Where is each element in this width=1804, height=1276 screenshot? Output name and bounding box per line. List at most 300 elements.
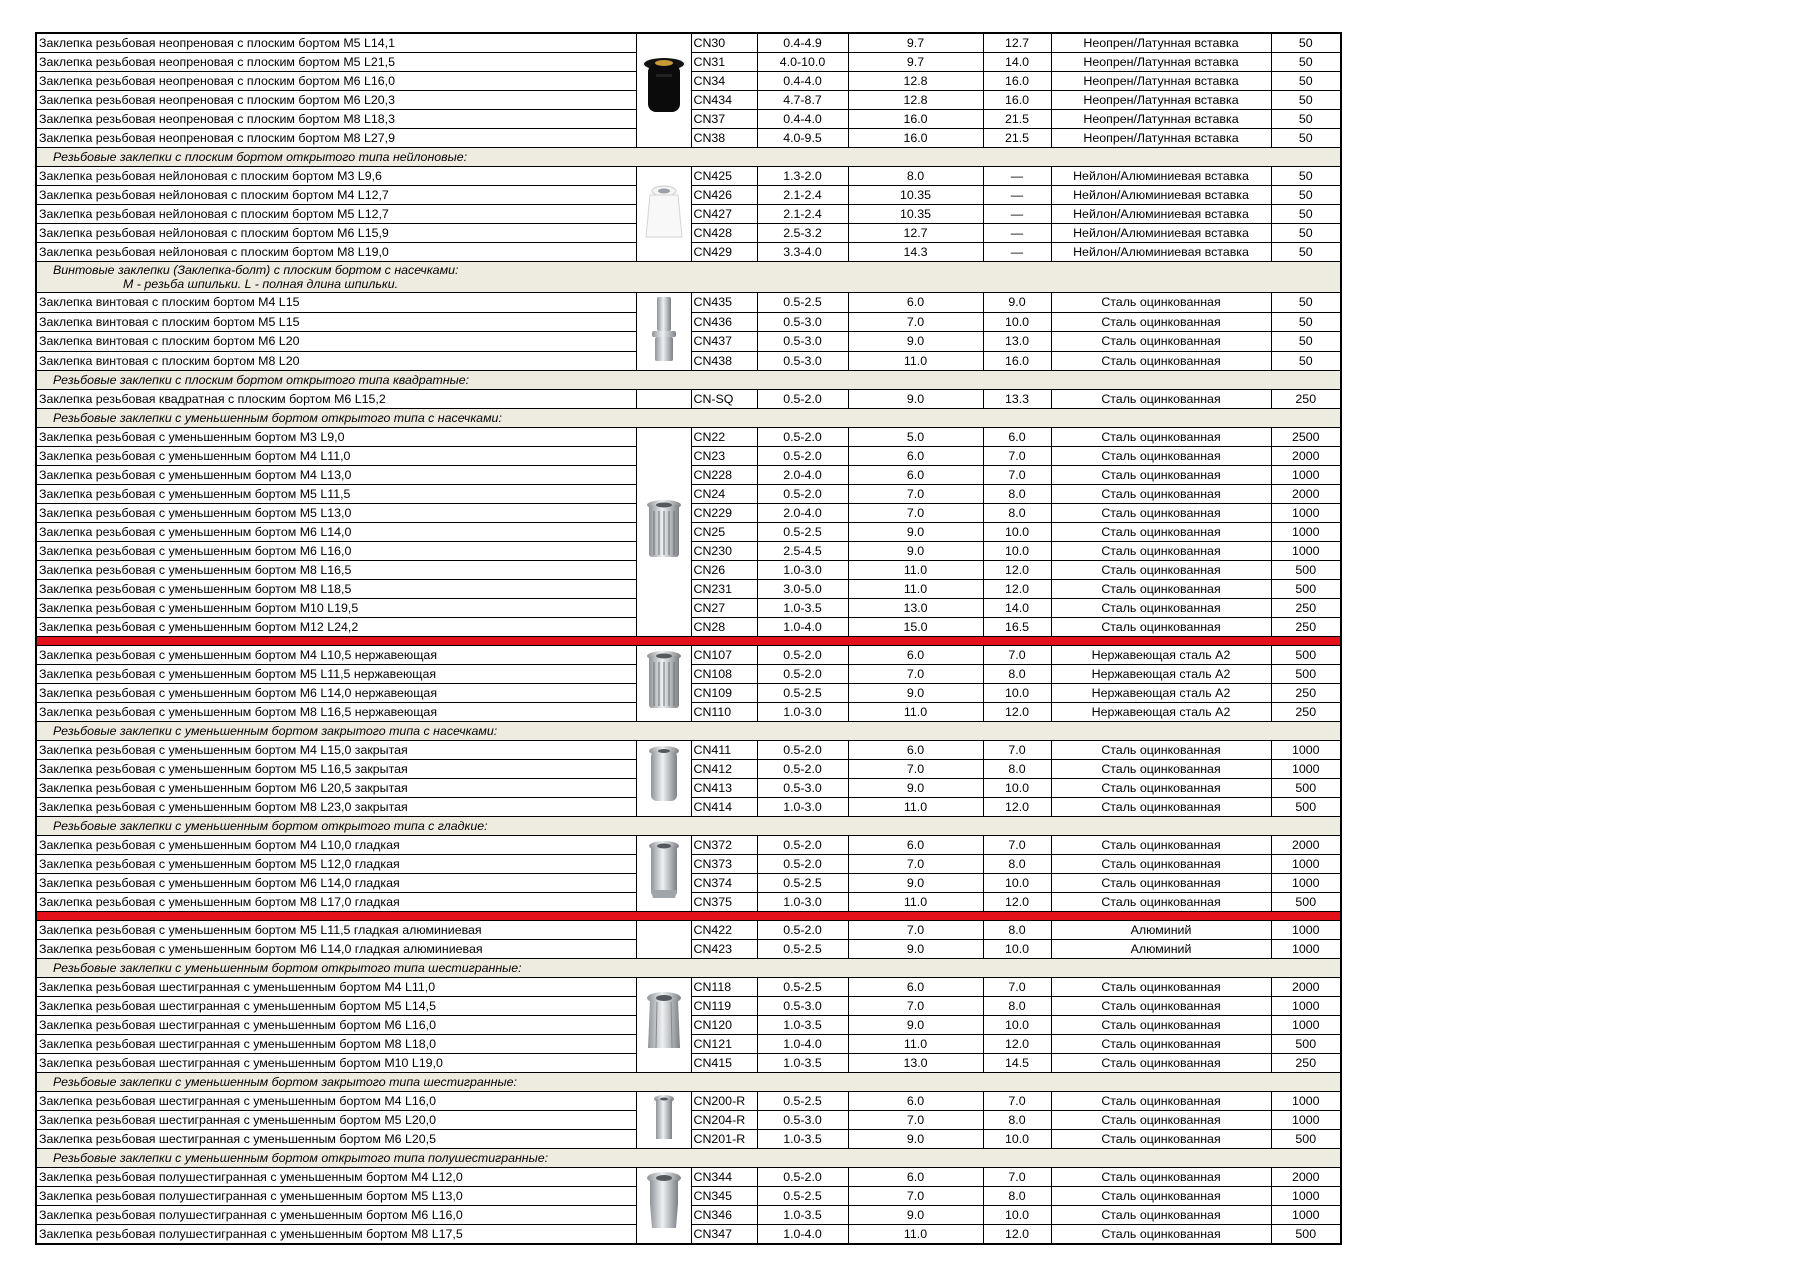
cell-diameter: 6.0: [848, 1092, 983, 1111]
cell-code: CN34: [691, 72, 757, 91]
section-title: [36, 1149, 1341, 1168]
cell-code: CN425: [691, 167, 757, 186]
cell-pack: 1000: [1271, 523, 1341, 542]
cell-pack: 1000: [1271, 921, 1341, 940]
cell-flange: 7.0: [983, 466, 1051, 485]
cell-code: CN38: [691, 129, 757, 148]
cell-code: CN423: [691, 940, 757, 959]
cell-material: Сталь оцинкованная: [1051, 1206, 1271, 1225]
product-image-cell: [636, 1168, 691, 1245]
cell-flange: 7.0: [983, 978, 1051, 997]
cell-thickness: 0.5-3.0: [757, 997, 848, 1016]
cell-flange: 7.0: [983, 447, 1051, 466]
cell-name: Заклепка резьбовая с уменьшенным бортом М10 L19,5: [36, 599, 636, 618]
cell-pack: 1000: [1271, 1092, 1341, 1111]
cell-name: Заклепка винтовая с плоским бортом М6 L20: [36, 332, 636, 352]
cell-name: Заклепка резьбовая с уменьшенным бортом М5 L16,5 закрытая: [36, 760, 636, 779]
cell-pack: 50: [1271, 332, 1341, 352]
stud-rivet-icon: [642, 293, 686, 370]
cell-code: CN414: [691, 798, 757, 817]
cell-material: Сталь оцинкованная: [1051, 504, 1271, 523]
cell-name: Заклепка резьбовая с уменьшенным бортом М5 L11,5 гладкая алюминиевая: [36, 921, 636, 940]
section-title: [36, 262, 1341, 293]
cell-thickness: 2.5-3.2: [757, 224, 848, 243]
cell-thickness: 0.4-4.0: [757, 110, 848, 129]
cell-code: CN374: [691, 874, 757, 893]
cell-flange: —: [983, 186, 1051, 205]
cell-name: Заклепка резьбовая с уменьшенным бортом М5 L12,0 гладкая: [36, 855, 636, 874]
cell-name: Заклепка резьбовая с уменьшенным бортом М6 L14,0 гладкая: [36, 874, 636, 893]
cell-flange: 12.0: [983, 703, 1051, 722]
cell-material: Сталь оцинкованная: [1051, 523, 1271, 542]
cell-name: Заклепка резьбовая шестигранная с уменьшенным бортом М4 L16,0: [36, 1092, 636, 1111]
cell-name: Заклепка резьбовая с уменьшенным бортом М8 L23,0 закрытая: [36, 798, 636, 817]
cell-material: Неопрен/Латунная вставка: [1051, 33, 1271, 53]
cell-flange: 12.0: [983, 580, 1051, 599]
cell-name: Заклепка резьбовая шестигранная с уменьшенным бортом М6 L16,0: [36, 1016, 636, 1035]
section-header: [36, 262, 1341, 293]
cell-pack: 50: [1271, 129, 1341, 148]
cell-pack: 500: [1271, 580, 1341, 599]
cell-pack: 1000: [1271, 940, 1341, 959]
cell-material: Сталь оцинкованная: [1051, 741, 1271, 760]
cell-name: Заклепка резьбовая нейлоновая с плоским бортом М5 L12,7: [36, 205, 636, 224]
cell-code: CN437: [691, 332, 757, 352]
cell-pack: 2000: [1271, 485, 1341, 504]
cell-diameter: 15.0: [848, 618, 983, 637]
cell-diameter: 6.0: [848, 1168, 983, 1187]
product-image-cell: [636, 836, 691, 912]
cell-pack: 50: [1271, 91, 1341, 110]
cell-material: Нейлон/Алюминиевая вставка: [1051, 243, 1271, 262]
cell-diameter: 9.0: [848, 332, 983, 352]
cell-thickness: 0.5-2.0: [757, 485, 848, 504]
cell-code: CN231: [691, 580, 757, 599]
cell-diameter: 11.0: [848, 893, 983, 912]
cell-material: Нержавеющая сталь А2: [1051, 703, 1271, 722]
section-header: [36, 817, 1341, 836]
cell-diameter: 9.0: [848, 1206, 983, 1225]
cell-code: CN428: [691, 224, 757, 243]
stainless-rivet-icon: [642, 648, 686, 719]
cell-diameter: 16.0: [848, 129, 983, 148]
section-title-text: Резьбовые заклепки с уменьшенным бортом закрытого типа с насечками:: [53, 724, 498, 738]
cell-flange: 10.0: [983, 542, 1051, 561]
cell-name: Заклепка винтовая с плоским бортом М4 L15: [36, 293, 636, 313]
cell-flange: —: [983, 224, 1051, 243]
cell-diameter: 12.7: [848, 224, 983, 243]
cell-flange: 8.0: [983, 665, 1051, 684]
cell-code: CN229: [691, 504, 757, 523]
cell-thickness: 0.5-3.0: [757, 332, 848, 352]
cell-pack: 50: [1271, 72, 1341, 91]
cell-code: CN31: [691, 53, 757, 72]
cell-code: CN28: [691, 618, 757, 637]
cell-diameter: 11.0: [848, 1035, 983, 1054]
cell-pack: 1000: [1271, 466, 1341, 485]
cell-thickness: 0.4-4.9: [757, 33, 848, 53]
cell-diameter: 6.0: [848, 447, 983, 466]
cell-material: Сталь оцинкованная: [1051, 1111, 1271, 1130]
cell-flange: —: [983, 205, 1051, 224]
cell-material: Нержавеющая сталь А2: [1051, 646, 1271, 665]
cell-flange: 7.0: [983, 1168, 1051, 1187]
cell-code: CN25: [691, 523, 757, 542]
cell-code: CN201-R: [691, 1130, 757, 1149]
cell-thickness: 0.5-2.5: [757, 1187, 848, 1206]
cell-code: CN119: [691, 997, 757, 1016]
table-row: [36, 293, 1341, 313]
cell-thickness: 0.5-3.0: [757, 779, 848, 798]
cell-code: CN26: [691, 561, 757, 580]
cell-pack: 1000: [1271, 741, 1341, 760]
cell-diameter: 7.0: [848, 665, 983, 684]
closed-hex-rivet-icon: [649, 1093, 679, 1148]
cell-material: Сталь оцинкованная: [1051, 836, 1271, 855]
nylon-rivet-icon: [642, 181, 686, 248]
cell-flange: 12.0: [983, 1035, 1051, 1054]
section-header: [36, 1073, 1341, 1092]
cell-flange: 10.0: [983, 1130, 1051, 1149]
cell-diameter: 6.0: [848, 646, 983, 665]
cell-flange: 16.0: [983, 351, 1051, 371]
neoprene-rivet-icon: [642, 56, 686, 125]
cell-thickness: 2.0-4.0: [757, 504, 848, 523]
cell-name: Заклепка резьбовая с уменьшенным бортом М5 L11,5 нержавеющая: [36, 665, 636, 684]
cell-pack: 1000: [1271, 855, 1341, 874]
cell-pack: 1000: [1271, 1111, 1341, 1130]
cell-diameter: 9.7: [848, 33, 983, 53]
cell-diameter: 7.0: [848, 855, 983, 874]
red-divider-bar: [36, 637, 1341, 646]
cell-thickness: 0.5-2.5: [757, 978, 848, 997]
section-title-text: Резьбовые заклепки с плоским бортом открытого типа нейлоновые:: [53, 150, 468, 164]
cell-code: CN23: [691, 447, 757, 466]
cell-thickness: 1.0-3.5: [757, 1130, 848, 1149]
cell-material: Сталь оцинкованная: [1051, 351, 1271, 371]
cell-diameter: 13.0: [848, 599, 983, 618]
red-divider: [36, 637, 1341, 646]
cell-diameter: 6.0: [848, 836, 983, 855]
cell-code: CN109: [691, 684, 757, 703]
cell-name: Заклепка резьбовая с уменьшенным бортом М6 L20,5 закрытая: [36, 779, 636, 798]
cell-thickness: 0.5-2.0: [757, 428, 848, 447]
cell-name: Заклепка резьбовая шестигранная с уменьшенным бортом М5 L14,5: [36, 997, 636, 1016]
cell-material: Сталь оцинкованная: [1051, 447, 1271, 466]
cell-name: Заклепка резьбовая нейлоновая с плоским бортом М3 L9,6: [36, 167, 636, 186]
cell-material: Нейлон/Алюминиевая вставка: [1051, 186, 1271, 205]
cell-material: Сталь оцинкованная: [1051, 332, 1271, 352]
cell-code: CN347: [691, 1225, 757, 1245]
cell-diameter: 7.0: [848, 485, 983, 504]
cell-code: CN24: [691, 485, 757, 504]
cell-flange: 6.0: [983, 428, 1051, 447]
cell-diameter: 11.0: [848, 798, 983, 817]
cell-thickness: 1.0-3.0: [757, 561, 848, 580]
cell-thickness: 1.3-2.0: [757, 167, 848, 186]
cell-flange: 9.0: [983, 293, 1051, 313]
cell-name: Заклепка резьбовая неопреновая с плоским бортом М8 L27,9: [36, 129, 636, 148]
section-title: [36, 1073, 1341, 1092]
cell-thickness: 0.5-2.0: [757, 447, 848, 466]
cell-pack: 50: [1271, 53, 1341, 72]
cell-diameter: 7.0: [848, 921, 983, 940]
cell-pack: 50: [1271, 293, 1341, 313]
cell-code: CN415: [691, 1054, 757, 1073]
hex-rivet-icon: [642, 990, 686, 1061]
cell-pack: 250: [1271, 684, 1341, 703]
cell-material: Сталь оцинкованная: [1051, 618, 1271, 637]
cell-name: Заклепка резьбовая с уменьшенным бортом М8 L16,5 нержавеющая: [36, 703, 636, 722]
cell-thickness: 0.5-3.0: [757, 351, 848, 371]
cell-code: CN200-R: [691, 1092, 757, 1111]
cell-thickness: 0.5-2.0: [757, 836, 848, 855]
cell-pack: 1000: [1271, 1187, 1341, 1206]
cell-thickness: 3.0-5.0: [757, 580, 848, 599]
table-row: [36, 1092, 1341, 1111]
cell-flange: 8.0: [983, 504, 1051, 523]
product-image-cell: [636, 33, 691, 148]
cell-diameter: 11.0: [848, 580, 983, 599]
cell-pack: 250: [1271, 618, 1341, 637]
cell-flange: 7.0: [983, 741, 1051, 760]
table-row: [36, 646, 1341, 665]
cell-code: CN344: [691, 1168, 757, 1187]
cell-material: Сталь оцинкованная: [1051, 1092, 1271, 1111]
red-divider: [36, 912, 1341, 921]
cell-name: Заклепка резьбовая шестигранная с уменьшенным бортом М5 L20,0: [36, 1111, 636, 1130]
cell-diameter: 6.0: [848, 466, 983, 485]
cell-pack: 500: [1271, 893, 1341, 912]
cell-code: CN27: [691, 599, 757, 618]
table-row: [36, 741, 1341, 760]
table-row: [36, 33, 1341, 53]
cell-pack: 50: [1271, 186, 1341, 205]
cell-diameter: 12.8: [848, 91, 983, 110]
cell-flange: 12.0: [983, 798, 1051, 817]
cell-diameter: 11.0: [848, 561, 983, 580]
cell-material: Сталь оцинкованная: [1051, 293, 1271, 313]
half-hex-rivet-icon: [642, 1170, 686, 1241]
cell-name: Заклепка резьбовая с уменьшенным бортом М12 L24,2: [36, 618, 636, 637]
cell-code: CN120: [691, 1016, 757, 1035]
cell-material: Неопрен/Латунная вставка: [1051, 110, 1271, 129]
cell-flange: 10.0: [983, 1016, 1051, 1035]
cell-name: Заклепка резьбовая с уменьшенным бортом М8 L16,5: [36, 561, 636, 580]
cell-thickness: 4.0-9.5: [757, 129, 848, 148]
cell-flange: 8.0: [983, 997, 1051, 1016]
cell-pack: 50: [1271, 351, 1341, 371]
cell-material: Неопрен/Латунная вставка: [1051, 72, 1271, 91]
cell-flange: 10.0: [983, 874, 1051, 893]
cell-material: Сталь оцинкованная: [1051, 1054, 1271, 1073]
cell-flange: 14.0: [983, 53, 1051, 72]
cell-name: Заклепка резьбовая шестигранная с уменьшенным бортом М8 L18,0: [36, 1035, 636, 1054]
cell-diameter: 9.0: [848, 940, 983, 959]
cell-material: Сталь оцинкованная: [1051, 978, 1271, 997]
cell-diameter: 7.0: [848, 1111, 983, 1130]
cell-diameter: 9.0: [848, 390, 983, 409]
cell-name: Заклепка резьбовая с уменьшенным бортом М5 L13,0: [36, 504, 636, 523]
cell-flange: 7.0: [983, 836, 1051, 855]
cell-code: CN434: [691, 91, 757, 110]
cell-flange: 16.0: [983, 91, 1051, 110]
cell-pack: 50: [1271, 205, 1341, 224]
cell-code: CN427: [691, 205, 757, 224]
cell-name: Заклепка резьбовая полушестигранная с уменьшенным бортом М6 L16,0: [36, 1206, 636, 1225]
cell-pack: 50: [1271, 243, 1341, 262]
cell-material: Алюминий: [1051, 940, 1271, 959]
cell-material: Сталь оцинкованная: [1051, 485, 1271, 504]
section-header: [36, 409, 1341, 428]
cell-diameter: 8.0: [848, 167, 983, 186]
cell-material: Сталь оцинкованная: [1051, 1168, 1271, 1187]
cell-diameter: 9.0: [848, 542, 983, 561]
cell-code: CN22: [691, 428, 757, 447]
cell-diameter: 9.0: [848, 1016, 983, 1035]
cell-flange: 10.0: [983, 523, 1051, 542]
cell-thickness: 3.3-4.0: [757, 243, 848, 262]
section-title-text: Резьбовые заклепки с уменьшенным бортом закрытого типа шестигранные:: [53, 1075, 517, 1089]
cell-flange: 8.0: [983, 1187, 1051, 1206]
cell-pack: 2500: [1271, 428, 1341, 447]
cell-pack: 500: [1271, 779, 1341, 798]
cell-material: Сталь оцинкованная: [1051, 855, 1271, 874]
cell-thickness: 0.5-2.5: [757, 1092, 848, 1111]
cell-code: CN345: [691, 1187, 757, 1206]
section-header: [36, 371, 1341, 390]
cell-pack: 1000: [1271, 1206, 1341, 1225]
cell-diameter: 11.0: [848, 351, 983, 371]
cell-flange: 14.0: [983, 599, 1051, 618]
cell-thickness: 4.0-10.0: [757, 53, 848, 72]
red-divider-bar: [36, 912, 1341, 921]
cell-code: CN438: [691, 351, 757, 371]
cell-name: Заклепка резьбовая полушестигранная с уменьшенным бортом М8 L17,5: [36, 1225, 636, 1245]
cell-material: Нейлон/Алюминиевая вставка: [1051, 167, 1271, 186]
cell-flange: 8.0: [983, 760, 1051, 779]
cell-code: CN429: [691, 243, 757, 262]
cell-name: Заклепка резьбовая неопреновая с плоским бортом М5 L21,5: [36, 53, 636, 72]
cell-pack: 500: [1271, 665, 1341, 684]
cell-name: Заклепка резьбовая с уменьшенным бортом М4 L11,0: [36, 447, 636, 466]
cell-pack: 250: [1271, 1054, 1341, 1073]
table-row: [36, 390, 1341, 409]
table-row: [36, 978, 1341, 997]
cell-diameter: 10.35: [848, 186, 983, 205]
cell-thickness: 1.0-3.0: [757, 798, 848, 817]
cell-pack: 2000: [1271, 447, 1341, 466]
cell-flange: 8.0: [983, 485, 1051, 504]
section-title-text: Резьбовые заклепки с плоским бортом открытого типа квадратные:: [53, 373, 470, 387]
cell-name: Заклепка резьбовая полушестигранная с уменьшенным бортом М4 L12,0: [36, 1168, 636, 1187]
cell-thickness: 2.1-2.4: [757, 205, 848, 224]
product-image-cell: [636, 390, 691, 409]
cell-flange: 21.5: [983, 110, 1051, 129]
section-title-text: Резьбовые заклепки с уменьшенным бортом открытого типа с насечками:: [53, 411, 502, 425]
cell-code: CN413: [691, 779, 757, 798]
cell-pack: 500: [1271, 798, 1341, 817]
cell-flange: 10.0: [983, 312, 1051, 332]
cell-diameter: 13.0: [848, 1054, 983, 1073]
cell-thickness: 1.0-3.5: [757, 1054, 848, 1073]
section-title: [36, 959, 1341, 978]
section-title-text: Резьбовые заклепки с уменьшенным бортом открытого типа полушестигранные:: [53, 1151, 549, 1165]
cell-name: Заклепка резьбовая с уменьшенным бортом М4 L10,5 нержавеющая: [36, 646, 636, 665]
knurled-rivet-icon: [642, 497, 686, 568]
cell-diameter: 14.3: [848, 243, 983, 262]
cell-code: CN121: [691, 1035, 757, 1054]
cell-pack: 1000: [1271, 874, 1341, 893]
cell-code: CN107: [691, 646, 757, 665]
cell-material: Сталь оцинкованная: [1051, 466, 1271, 485]
cell-pack: 2000: [1271, 836, 1341, 855]
cell-material: Сталь оцинкованная: [1051, 798, 1271, 817]
cell-code: CN426: [691, 186, 757, 205]
cell-name: Заклепка резьбовая неопреновая с плоским бортом М6 L16,0: [36, 72, 636, 91]
cell-name: Заклепка винтовая с плоским бортом М8 L20: [36, 351, 636, 371]
product-image-cell: [636, 1092, 691, 1149]
cell-flange: 7.0: [983, 1092, 1051, 1111]
cell-code: CN436: [691, 312, 757, 332]
product-image-cell: [636, 646, 691, 722]
cell-code: CN435: [691, 293, 757, 313]
cell-diameter: 9.0: [848, 779, 983, 798]
cell-flange: 10.0: [983, 779, 1051, 798]
cell-code: CN375: [691, 893, 757, 912]
section-header: [36, 1149, 1341, 1168]
cell-flange: 13.0: [983, 332, 1051, 352]
cell-diameter: 7.0: [848, 760, 983, 779]
cell-thickness: 0.5-2.5: [757, 293, 848, 313]
table-row: [36, 836, 1341, 855]
cell-pack: 1000: [1271, 542, 1341, 561]
cell-thickness: 0.5-2.0: [757, 665, 848, 684]
cell-material: Нержавеющая сталь А2: [1051, 665, 1271, 684]
smooth-rivet-icon: [642, 838, 686, 909]
cell-flange: 16.0: [983, 72, 1051, 91]
section-header: [36, 959, 1341, 978]
cell-name: Заклепка резьбовая шестигранная с уменьшенным бортом М4 L11,0: [36, 978, 636, 997]
cell-flange: 10.0: [983, 940, 1051, 959]
section-header: [36, 722, 1341, 741]
cell-material: Неопрен/Латунная вставка: [1051, 91, 1271, 110]
section-title: [36, 409, 1341, 428]
cell-flange: —: [983, 167, 1051, 186]
cell-code: CN372: [691, 836, 757, 855]
cell-name: Заклепка резьбовая с уменьшенным бортом М4 L15,0 закрытая: [36, 741, 636, 760]
cell-name: Заклепка винтовая с плоским бортом М5 L15: [36, 312, 636, 332]
cell-name: Заклепка резьбовая с уменьшенным бортом М4 L10,0 гладкая: [36, 836, 636, 855]
cell-flange: 13.3: [983, 390, 1051, 409]
cell-diameter: 10.35: [848, 205, 983, 224]
cell-code: CN108: [691, 665, 757, 684]
cell-name: Заклепка резьбовая с уменьшенным бортом М8 L18,5: [36, 580, 636, 599]
cell-diameter: 7.0: [848, 997, 983, 1016]
cell-diameter: 9.7: [848, 53, 983, 72]
cell-material: Нейлон/Алюминиевая вставка: [1051, 205, 1271, 224]
cell-material: Неопрен/Латунная вставка: [1051, 129, 1271, 148]
cell-name: Заклепка резьбовая нейлоновая с плоским бортом М6 L15,9: [36, 224, 636, 243]
cell-diameter: 11.0: [848, 703, 983, 722]
cell-thickness: 1.0-3.0: [757, 703, 848, 722]
cell-diameter: 12.8: [848, 72, 983, 91]
cell-diameter: 7.0: [848, 1187, 983, 1206]
cell-thickness: 1.0-4.0: [757, 1225, 848, 1245]
cell-pack: 500: [1271, 561, 1341, 580]
cell-name: Заклепка резьбовая с уменьшенным бортом М4 L13,0: [36, 466, 636, 485]
section-title: [36, 148, 1341, 167]
